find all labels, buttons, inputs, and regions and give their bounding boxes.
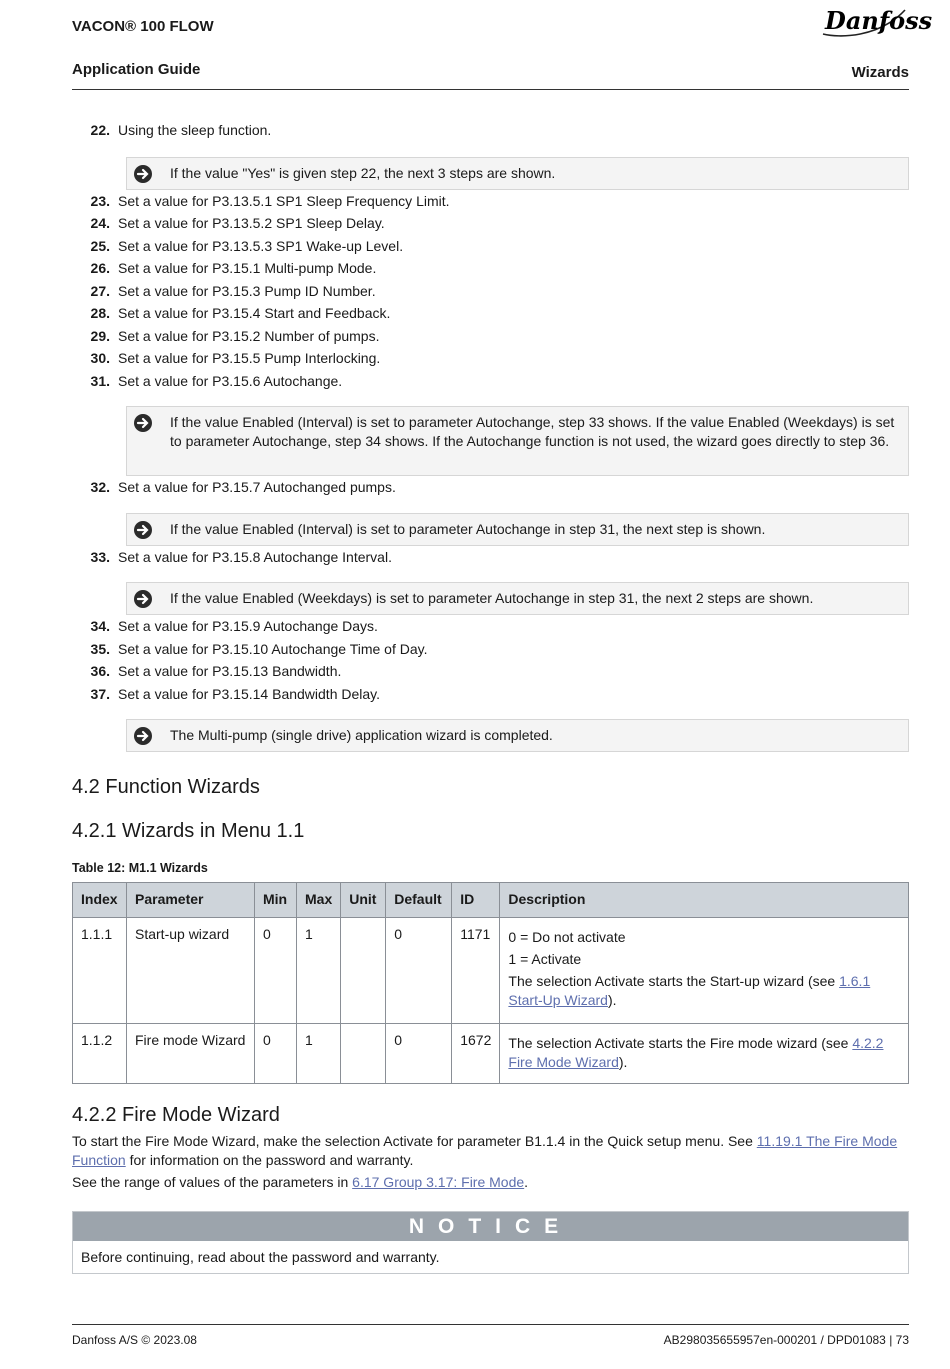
- list-item: 37. Set a value for P3.15.14 Bandwidth Delay.: [90, 685, 381, 702]
- list-item: 32. Set a value for P3.15.7 Autochanged pumps.: [90, 479, 396, 495]
- list-item: 26. Set a value for P3.15.1 Multi-pump Mode.: [90, 260, 377, 276]
- column-header: Default: [386, 883, 452, 918]
- column-header: Index: [73, 883, 127, 918]
- cell-parameter: Start-up wizard: [127, 918, 255, 1024]
- cell-description: 0 = Do not activate 1 = Activate The selection Activate starts the Start-up wizard (see 1.6.1 Start-Up Wizard).: [500, 918, 909, 1024]
- table-row: [73, 1024, 909, 1084]
- heading-4-2-2: 4.2.2 Fire Mode Wizard: [72, 1104, 280, 1126]
- cell-index: 1.1.2: [73, 1024, 127, 1084]
- cell-unit: [341, 918, 386, 1024]
- cell-index: 1.1.1: [73, 918, 127, 1024]
- link-group-3-17[interactable]: 6.17 Group 3.17: Fire Mode: [352, 1174, 525, 1190]
- column-header: Parameter: [127, 883, 255, 918]
- cell-default: 0: [386, 918, 452, 1024]
- table-row: [73, 918, 909, 1024]
- cell-parameter: Fire mode Wizard: [127, 1024, 255, 1084]
- link-fire-mode-wizard[interactable]: 4.2.2 Fire Mode Wizard: [508, 1035, 884, 1070]
- list-item: 23. Set a value for P3.13.5.1 SP1 Sleep Frequency Limit.: [90, 192, 450, 209]
- arrow-right-circle-icon: [133, 589, 153, 609]
- heading-4-2: 4.2 Function Wizards: [72, 776, 260, 798]
- danfoss-logo: [819, 4, 933, 40]
- arrow-right-circle-icon: [133, 413, 153, 433]
- cell-description: The selection Activate starts the Fire mode wizard (see 4.2.2 Fire Mode Wizard).: [500, 1024, 909, 1084]
- cell-min: 0: [255, 1024, 297, 1084]
- document-type: Application Guide: [72, 61, 201, 78]
- list-item: 24. Set a value for P3.13.5.2 SP1 Sleep Delay.: [90, 215, 385, 231]
- wizard-steps: [72, 120, 909, 752]
- fire-mode-intro: To start the Fire Mode Wizard, make the selection Activate for parameter B1.1.4 in the Quick setup menu. See 11.19.1 The Fire Mode Function for information on the password and warranty.: [72, 1133, 898, 1168]
- cell-default: 0: [386, 1024, 452, 1084]
- column-header: Description: [500, 883, 909, 918]
- column-header: Max: [297, 883, 341, 918]
- logo-text: Danfoss: [825, 6, 933, 35]
- note-box: If the value "Yes" is given step 22, the next 3 steps are shown.: [126, 157, 909, 190]
- cell-min: 0: [255, 918, 297, 1024]
- footer-doc-id: AB298035655957en-000201 / DPD01083 | 73: [663, 1333, 909, 1347]
- header-rule: [72, 89, 909, 90]
- list-item: 31. Set a value for P3.15.6 Autochange.: [90, 372, 343, 389]
- note-box: The Multi-pump (single drive) application wizard is completed.: [126, 719, 909, 752]
- column-header: ID: [452, 883, 500, 918]
- note-box: If the value Enabled (Weekdays) is set to parameter Autochange in step 31, the next 2 steps are shown.: [126, 582, 909, 615]
- list-item: 35. Set a value for P3.15.10 Autochange Time of Day.: [90, 640, 428, 657]
- cell-max: 1: [297, 918, 341, 1024]
- list-item: 33. Set a value for P3.15.8 Autochange Interval.: [90, 548, 392, 565]
- arrow-right-circle-icon: [133, 726, 153, 746]
- note-box: If the value Enabled (Interval) is set to parameter Autochange, step 33 shows. If the value Enabled (Weekdays) is set to parameter Autochange, step 34 shows. If the Autochange function is not used, the wizard goes directly to step 36.: [126, 406, 909, 476]
- list-item: 27. Set a value for P3.15.3 Pump ID Number.: [90, 282, 376, 299]
- list-item: 22. Using the sleep function.: [90, 122, 272, 138]
- cell-unit: [341, 1024, 386, 1084]
- notice-box: [72, 1211, 909, 1274]
- table-caption: Table 12: M1.1 Wizards: [72, 861, 208, 875]
- fire-mode-range-note: See the range of values of the parameters in 6.17 Group 3.17: Fire Mode.: [72, 1174, 529, 1190]
- notice-body: Before continuing, read about the password and warranty.: [81, 1249, 440, 1265]
- section-title: Wizards: [851, 64, 909, 81]
- cell-max: 1: [297, 1024, 341, 1084]
- notice-title: NOTICE: [73, 1212, 908, 1241]
- heading-4-2-1: 4.2.1 Wizards in Menu 1.1: [72, 820, 305, 842]
- table-header-row: [73, 883, 909, 918]
- link-fire-mode-function[interactable]: 11.19.1 The Fire Mode Function: [72, 1133, 898, 1168]
- column-header: Min: [255, 883, 297, 918]
- note-box: If the value Enabled (Interval) is set to parameter Autochange in step 31, the next step is shown.: [126, 513, 909, 546]
- cell-id: 1672: [452, 1024, 500, 1084]
- product-title: VACON® 100 FLOW: [72, 18, 214, 35]
- cell-id: 1171: [452, 918, 500, 1024]
- footer-copyright: Danfoss A/S © 2023.08: [72, 1333, 197, 1347]
- column-header: Unit: [341, 883, 386, 918]
- list-item: 28. Set a value for P3.15.4 Start and Feedback.: [90, 305, 391, 321]
- arrow-right-circle-icon: [133, 520, 153, 540]
- list-item: 29. Set a value for P3.15.2 Number of pumps.: [90, 327, 380, 344]
- list-item: 30. Set a value for P3.15.5 Pump Interlocking.: [90, 350, 381, 366]
- link-start-up-wizard[interactable]: 1.6.1 Start-Up Wizard: [508, 973, 871, 1008]
- list-item: 34. Set a value for P3.15.9 Autochange Days.: [90, 618, 378, 634]
- footer-rule: [72, 1324, 909, 1325]
- arrow-right-circle-icon: [133, 164, 153, 184]
- list-item: 25. Set a value for P3.13.5.3 SP1 Wake-up Level.: [90, 237, 404, 254]
- wizards-table: [72, 882, 909, 1084]
- list-item: 36. Set a value for P3.15.13 Bandwidth.: [90, 663, 342, 679]
